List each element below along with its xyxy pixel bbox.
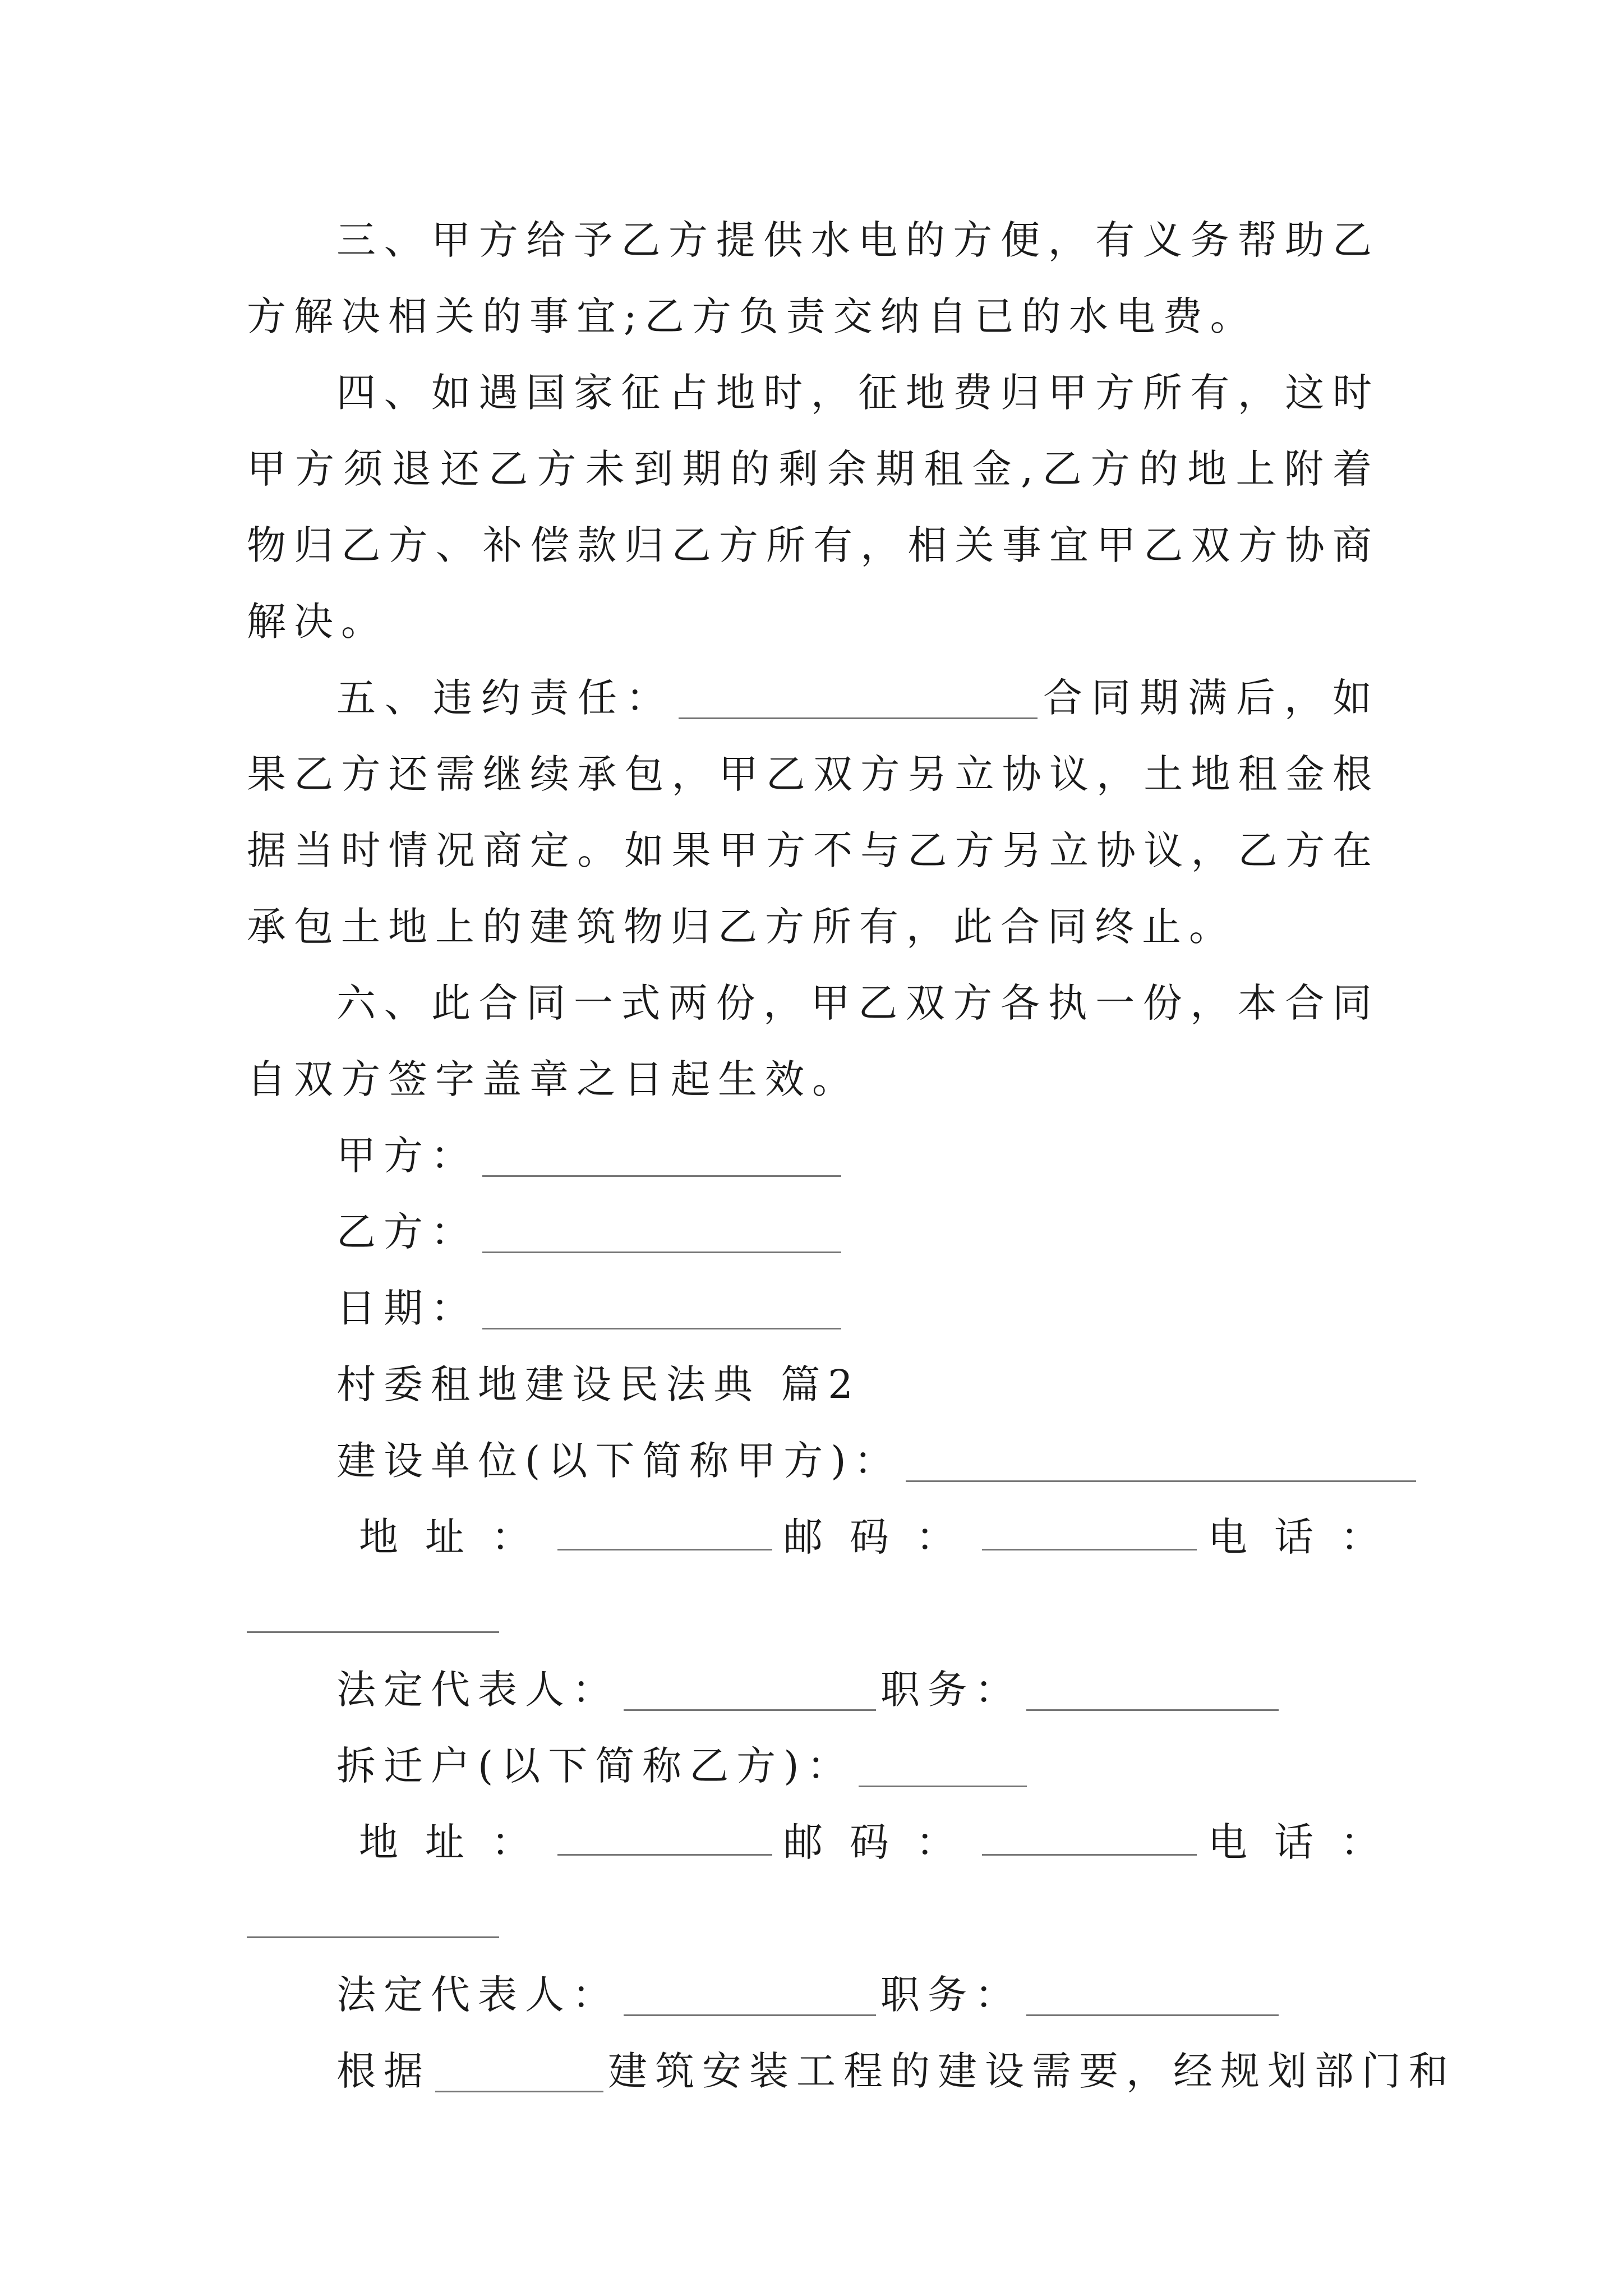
position-blank-b	[1026, 1975, 1279, 2016]
legal-rep-row-a: 法定代表人： 职务：	[247, 1651, 1380, 1728]
clause-6: 六、此合同一式两份，甲乙双方各执一份，本合同自双方签字盖章之日起生效。	[247, 980, 1380, 1102]
phone-blank-b	[247, 1897, 499, 1938]
clause-5	[247, 660, 1380, 965]
phone-label-b: 电话：	[1208, 1819, 1407, 1865]
address-label-b: 地址：	[359, 1819, 557, 1865]
basis-line: 根据 建筑安装工程的建设需要，经规划部门和	[336, 2048, 1456, 2094]
relocatee-line: 拆迁户(以下简称乙方)：	[247, 1728, 1380, 1804]
section-title: 村委租地建设民法典 篇2	[336, 1361, 861, 1407]
liability-blank	[679, 678, 1038, 719]
party-b-contact-row	[247, 1804, 1407, 1880]
address-blank-a	[557, 1510, 772, 1550]
party-a-contact-row	[247, 1499, 1407, 1575]
clause-4: 四、如遇国家征占地时，征地费归甲方所有，这时甲方须退还乙方未到期的剩余期租金,乙方的地上附着物归乙方、补偿款归乙方所有，相关事宜甲乙双方协商解决。	[247, 370, 1380, 645]
signature-date: 日期：	[247, 1270, 1380, 1346]
phone-label-a: 电话：	[1208, 1514, 1407, 1560]
relocatee-blank	[859, 1746, 1027, 1787]
address-label-a: 地址：	[359, 1514, 557, 1560]
legal-rep-blank-a	[624, 1670, 876, 1711]
position-blank-a	[1026, 1670, 1279, 1711]
document-body	[247, 202, 1456, 2109]
phone-blank-a	[247, 1592, 499, 1633]
legal-rep-blank-b	[624, 1975, 876, 2016]
address-blank-b	[557, 1815, 772, 1856]
party-a-blank	[482, 1136, 841, 1177]
phone-line-a	[247, 1575, 1380, 1651]
signature-party-a: 甲方：	[247, 1117, 1380, 1194]
postcode-blank-a	[982, 1510, 1197, 1550]
signature-party-b: 乙方：	[247, 1194, 1380, 1270]
builder-blank	[906, 1441, 1416, 1482]
postcode-blank-b	[982, 1815, 1197, 1856]
party-b-blank	[482, 1212, 841, 1253]
date-blank	[482, 1289, 841, 1329]
clause-5-lead: 五、违约责任：	[336, 675, 674, 721]
legal-rep-row-b: 法定代表人： 职务：	[247, 1957, 1380, 2033]
postcode-label-b: 邮码：	[783, 1819, 982, 1865]
builder-line: 建设单位(以下简称甲方)：	[247, 1423, 1380, 1499]
phone-line-b	[247, 1880, 1380, 1957]
clause-5-rest: 合同期满后，如果乙方还需继续承包，甲乙双方另立协议，土地租金根据当时情况商定。如果甲方不与乙方另立协议，乙方在承包土地上的建筑物归乙方所有，此合同终止。	[247, 675, 1380, 950]
postcode-label-a: 邮码：	[783, 1514, 982, 1560]
basis-blank	[435, 2051, 603, 2092]
clause-3: 三、甲方给予乙方提供水电的方便，有义务帮助乙方解决相关的事宜;乙方负责交纳自已的水电费。	[247, 217, 1380, 339]
